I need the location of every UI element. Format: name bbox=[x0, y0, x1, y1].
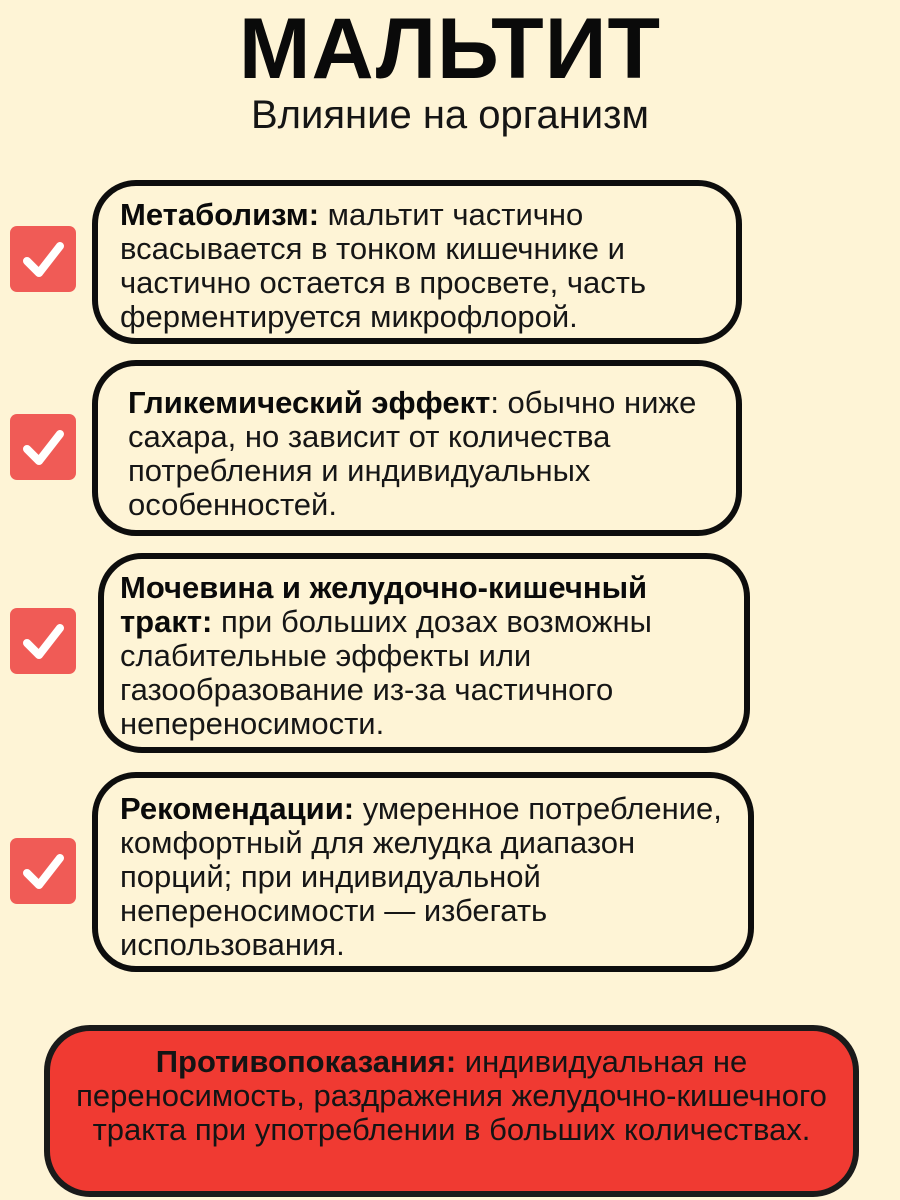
checkbox-checked-icon bbox=[10, 414, 76, 480]
card-glycemic-label: Гликемический эффект bbox=[128, 385, 491, 420]
page-title: МАЛЬТИТ bbox=[238, 1, 662, 97]
card-recommendations-label: Рекомендации: bbox=[120, 791, 355, 826]
card-gi-text: при больших дозах возможны слабительные эффекты или газообразование из-за частичного непереносимости. bbox=[120, 604, 652, 741]
card-gi-tract bbox=[98, 553, 750, 753]
card-glycemic-text: : обычно ниже сахара, но зависит от количества потребления и индивидуальных особенностей. bbox=[128, 385, 697, 522]
contraindications-box bbox=[44, 1025, 859, 1197]
checkbox-checked-icon bbox=[10, 608, 76, 674]
card-recommendations bbox=[92, 772, 754, 972]
card-metabolism-text: мальтит частично всасывается в тонком кишечнике и частично остается в просвете, часть ферментируется микрофлорой. bbox=[120, 197, 647, 334]
card-metabolism bbox=[92, 180, 742, 344]
card-recommendations-text: умеренное потребление, комфортный для желудка диапазон порций; при индивидуальной непереносимости — избегать использования. bbox=[120, 791, 722, 962]
checkbox-checked-icon bbox=[10, 226, 76, 292]
card-gi-label: Мочевина и желудочно-кишечный тракт: bbox=[120, 570, 648, 639]
contraindications-label: Противопоказания: bbox=[155, 1044, 457, 1079]
card-metabolism-label: Метаболизм: bbox=[120, 197, 320, 232]
card-glycemic-effect bbox=[92, 360, 742, 536]
checkbox-checked-icon bbox=[10, 838, 76, 904]
page-subtitle: Влияние на организм bbox=[251, 93, 649, 137]
contraindications-text: индивидуальная не переносимость, раздражения желудочно-кишечного тракта при употреблении в больших количествах. bbox=[76, 1044, 827, 1147]
